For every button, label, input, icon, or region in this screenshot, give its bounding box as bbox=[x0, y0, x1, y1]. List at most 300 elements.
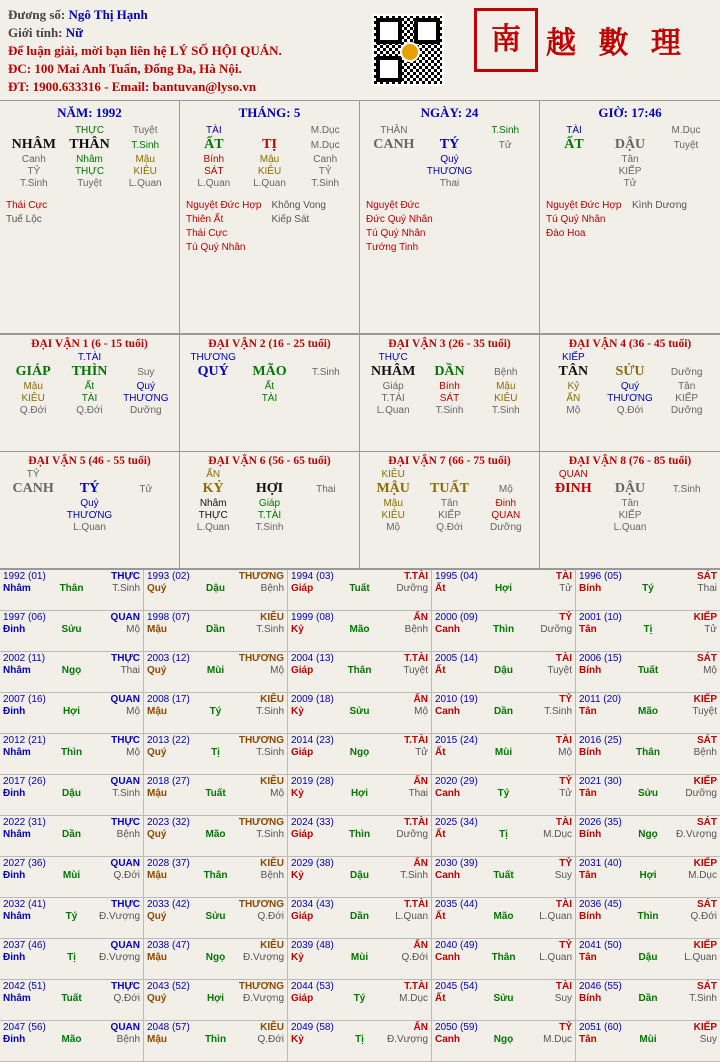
dai-van-title: ĐẠI VẬN 3 (26 - 35 tuổi) bbox=[388, 338, 511, 350]
year-stage: Tử bbox=[704, 624, 717, 635]
note: Không Vong bbox=[271, 200, 326, 211]
pillar-month-title: THÁNG: 5 bbox=[238, 105, 301, 120]
luu-nien-cell[interactable] bbox=[0, 980, 144, 1020]
year-ten-god: KIÊU bbox=[260, 940, 284, 951]
year-stage: Q.Đới bbox=[113, 993, 141, 1004]
note: Nguyệt Đức Hợp bbox=[186, 200, 262, 211]
luu-nien-cell[interactable] bbox=[576, 611, 720, 651]
year-label: 2022 (31) bbox=[3, 817, 46, 828]
luu-nien-cell[interactable] bbox=[144, 570, 288, 610]
qr-corner-tr bbox=[414, 18, 440, 44]
cell: THỰC bbox=[74, 125, 105, 136]
cell: THÂN bbox=[69, 137, 110, 152]
year-stage: Suy bbox=[554, 993, 573, 1004]
year-stem: Nhâm bbox=[3, 911, 31, 922]
year-ten-god: T.TÀI bbox=[404, 653, 428, 664]
year-ten-god: TÀI bbox=[555, 899, 572, 910]
year-ten-god: THỰC bbox=[111, 817, 140, 828]
luu-nien-cell[interactable] bbox=[144, 857, 288, 897]
year-stem: Đinh bbox=[3, 788, 26, 799]
cell: Quý bbox=[136, 381, 155, 392]
year-ten-god: TỶ bbox=[559, 612, 572, 623]
luu-nien-cell[interactable] bbox=[288, 652, 432, 692]
luu-nien-cell[interactable] bbox=[576, 939, 720, 979]
year-ten-god: KIẾP bbox=[693, 858, 717, 869]
year-stem: Tân bbox=[579, 624, 597, 635]
note: Kình Dương bbox=[632, 200, 687, 211]
year-ten-god: THỰC bbox=[111, 571, 140, 582]
year-stage: Thai bbox=[408, 788, 429, 799]
year-branch: Tý bbox=[353, 993, 366, 1004]
cell: THÌN bbox=[71, 364, 108, 379]
year-stage: Dưỡng bbox=[685, 788, 717, 799]
luu-nien-cell[interactable] bbox=[288, 570, 432, 610]
year-label: 2020 (29) bbox=[435, 776, 478, 787]
cell: Mậu bbox=[23, 381, 43, 392]
note: Nguyệt Đức Hợp bbox=[546, 200, 622, 211]
year-stem: Ất bbox=[435, 583, 446, 594]
luu-nien-cell[interactable] bbox=[144, 693, 288, 733]
year-stem: Mậu bbox=[147, 788, 167, 799]
luu-nien-cell[interactable] bbox=[288, 693, 432, 733]
year-stage: Q.Đới bbox=[257, 1034, 285, 1045]
year-stem: Nhâm bbox=[3, 993, 31, 1004]
luu-nien-cell[interactable] bbox=[432, 1021, 576, 1061]
year-ten-god: SÁT bbox=[697, 653, 717, 664]
luu-nien-cell[interactable] bbox=[144, 611, 288, 651]
dai-van-4 bbox=[540, 334, 720, 451]
table-row bbox=[0, 611, 720, 652]
year-label: 2035 (44) bbox=[435, 899, 478, 910]
luu-nien-cell[interactable] bbox=[288, 898, 432, 938]
year-stem: Mậu bbox=[147, 952, 167, 963]
year-stage: Bệnh bbox=[260, 583, 285, 594]
year-branch: Thìn bbox=[637, 911, 659, 922]
cell: M.Dục bbox=[310, 125, 340, 136]
year-ten-god: THỰC bbox=[111, 653, 140, 664]
luu-nien-cell[interactable] bbox=[144, 775, 288, 815]
year-stem: Tân bbox=[579, 1034, 597, 1045]
year-stage: Mộ bbox=[126, 706, 141, 717]
contact-line-2: ĐC: 100 Mai Anh Tuấn, Đống Đa, Hà Nội. bbox=[8, 61, 242, 76]
year-label: 1999 (08) bbox=[291, 612, 334, 623]
year-stem: Quý bbox=[147, 829, 167, 840]
year-ten-god: KIẾP bbox=[693, 694, 717, 705]
year-label: 2012 (21) bbox=[3, 735, 46, 746]
cell: Tân bbox=[621, 154, 639, 165]
year-stage: Mộ bbox=[270, 665, 285, 676]
dai-van-title: ĐẠI VẬN 2 (16 - 25 tuổi) bbox=[208, 338, 331, 350]
year-stem: Tân bbox=[579, 706, 597, 717]
year-stage: Bệnh bbox=[260, 870, 285, 881]
luu-nien-cell[interactable] bbox=[432, 816, 576, 856]
luu-nien-cell[interactable] bbox=[288, 775, 432, 815]
year-branch: Mùi bbox=[62, 870, 81, 881]
qr-code-icon[interactable] bbox=[372, 14, 444, 86]
year-branch: Dậu bbox=[494, 665, 513, 676]
year-stem: Bính bbox=[579, 583, 602, 594]
year-label: 2026 (35) bbox=[579, 817, 622, 828]
year-label: 2046 (55) bbox=[579, 981, 622, 992]
year-stem: Kỷ bbox=[291, 624, 304, 635]
year-label: 2031 (40) bbox=[579, 858, 622, 869]
luu-nien-cell[interactable] bbox=[0, 734, 144, 774]
year-label: 1992 (01) bbox=[3, 571, 46, 582]
year-label: 2039 (48) bbox=[291, 940, 334, 951]
brand-logo bbox=[474, 8, 687, 72]
year-label: 2019 (28) bbox=[291, 776, 334, 787]
pillar-year-title: NĂM: 1992 bbox=[57, 105, 122, 120]
year-branch: Thìn bbox=[348, 829, 371, 840]
year-ten-god: TỶ bbox=[559, 858, 572, 869]
cell: QUAN bbox=[558, 469, 588, 480]
luu-nien-cell[interactable] bbox=[576, 734, 720, 774]
year-branch: Thân bbox=[491, 952, 516, 963]
year-stem: Quý bbox=[147, 993, 167, 1004]
luu-nien-cell[interactable] bbox=[0, 857, 144, 897]
year-branch: Dần bbox=[494, 706, 513, 717]
year-label: 2017 (26) bbox=[3, 776, 46, 787]
luu-nien-cell[interactable] bbox=[0, 1021, 144, 1061]
year-stage: Thai bbox=[120, 665, 141, 676]
cell: TUẤT bbox=[430, 481, 469, 496]
year-branch: Mùi bbox=[639, 1034, 657, 1045]
year-branch: Tị bbox=[355, 1034, 364, 1045]
cell: KIÊU bbox=[257, 166, 282, 177]
year-stem: Ất bbox=[435, 665, 446, 676]
year-stage: Mộ bbox=[703, 665, 717, 676]
year-stem: Tân bbox=[579, 788, 597, 799]
year-branch: Tị bbox=[67, 952, 76, 963]
cell: KIÊU bbox=[133, 166, 157, 177]
year-branch: Mão bbox=[205, 829, 226, 840]
cell: THƯƠNG bbox=[607, 393, 653, 404]
year-stage: M.Dục bbox=[543, 1034, 573, 1045]
year-ten-god: THỰC bbox=[111, 899, 140, 910]
year-stage: Tuyệt bbox=[403, 665, 429, 676]
year-ten-god: QUAN bbox=[110, 612, 140, 623]
luu-nien-cell[interactable] bbox=[0, 898, 144, 938]
year-stem: Nhâm bbox=[3, 747, 31, 758]
note: Kiếp Sát bbox=[271, 214, 310, 225]
cell: T.Sinh bbox=[435, 405, 464, 416]
cell: Nhâm bbox=[76, 154, 103, 165]
cell: THƯƠNG bbox=[426, 166, 473, 177]
year-stage: L.Quan bbox=[539, 952, 573, 963]
year-branch: Dậu bbox=[62, 788, 81, 799]
luu-nien-cell[interactable] bbox=[432, 734, 576, 774]
year-stage: Mộ bbox=[558, 747, 573, 758]
cell: L.Quan bbox=[197, 178, 231, 189]
year-stage: L.Quan bbox=[539, 911, 573, 922]
year-ten-god: QUAN bbox=[110, 940, 140, 951]
year-stage: Đ.Vượng bbox=[242, 952, 285, 963]
year-label: 2032 (41) bbox=[3, 899, 46, 910]
cell: TÝ bbox=[79, 481, 100, 496]
year-stage: Q.Đới bbox=[401, 952, 429, 963]
luu-nien-cell[interactable] bbox=[288, 857, 432, 897]
year-ten-god: TÀI bbox=[555, 571, 572, 582]
year-branch: Mùi bbox=[350, 952, 369, 963]
luu-nien-cell[interactable] bbox=[432, 857, 576, 897]
cell: Suy bbox=[137, 367, 155, 378]
year-branch: Tý bbox=[209, 706, 222, 717]
year-label: 2007 (16) bbox=[3, 694, 46, 705]
year-stem: Mậu bbox=[147, 870, 167, 881]
luu-nien-cell[interactable] bbox=[144, 898, 288, 938]
year-label: 2029 (38) bbox=[291, 858, 334, 869]
year-stem: Ất bbox=[435, 829, 446, 840]
year-branch: Hợi bbox=[62, 706, 81, 717]
luu-nien-cell[interactable] bbox=[288, 939, 432, 979]
year-ten-god: QUAN bbox=[110, 776, 140, 787]
cell: T.TÀI bbox=[381, 393, 405, 404]
cell: Quý bbox=[620, 381, 640, 392]
luu-nien-cell[interactable] bbox=[288, 611, 432, 651]
year-stage: Đ.Vượng bbox=[386, 1034, 429, 1045]
year-label: 2049 (58) bbox=[291, 1022, 334, 1033]
luu-nien-cell[interactable] bbox=[0, 570, 144, 610]
luu-nien-cell[interactable] bbox=[432, 980, 576, 1020]
cell: KIÊU bbox=[381, 510, 405, 521]
cell: MẬU bbox=[376, 481, 410, 496]
cell: DẬU bbox=[614, 137, 646, 152]
year-ten-god: T.TÀI bbox=[404, 817, 428, 828]
luu-nien-table bbox=[0, 569, 720, 1062]
dai-van-title: ĐẠI VẬN 7 (66 - 75 tuổi) bbox=[388, 455, 511, 467]
pillar-hour-title: GIỜ: 17:46 bbox=[598, 105, 662, 120]
year-stem: Giáp bbox=[291, 911, 314, 922]
year-branch: Dần bbox=[62, 829, 81, 840]
year-label: 2010 (19) bbox=[435, 694, 478, 705]
cell: KIÊU bbox=[494, 393, 518, 404]
luu-nien-cell[interactable] bbox=[576, 816, 720, 856]
year-branch: Mão bbox=[638, 706, 658, 717]
year-stem: Ất bbox=[435, 993, 446, 1004]
luu-nien-cell[interactable] bbox=[576, 652, 720, 692]
luu-nien-cell[interactable] bbox=[0, 652, 144, 692]
year-stem: Giáp bbox=[291, 583, 314, 594]
year-label: 1998 (07) bbox=[147, 612, 190, 623]
cell: NHÂM bbox=[371, 364, 416, 379]
cell: THƯƠNG bbox=[123, 393, 169, 404]
cell: TÀI bbox=[206, 125, 222, 136]
year-stem: Nhâm bbox=[3, 583, 31, 594]
note: Tú Quý Nhân bbox=[186, 242, 246, 253]
luu-nien-cell[interactable] bbox=[576, 898, 720, 938]
pillar-year-notes bbox=[6, 199, 173, 227]
luu-nien-cell[interactable] bbox=[0, 939, 144, 979]
year-label: 2027 (36) bbox=[3, 858, 46, 869]
luu-nien-cell[interactable] bbox=[576, 980, 720, 1020]
luu-nien-cell[interactable] bbox=[432, 611, 576, 651]
year-branch: Hợi bbox=[206, 993, 225, 1004]
year-label: 2047 (56) bbox=[3, 1022, 46, 1033]
cell: ẤN bbox=[206, 469, 221, 480]
year-branch: Mùi bbox=[206, 665, 225, 676]
year-stage: Dưỡng bbox=[396, 583, 429, 594]
year-stem: Tân bbox=[579, 870, 597, 881]
year-stage: Mộ bbox=[126, 624, 141, 635]
note: Thái Cực bbox=[6, 200, 48, 211]
luu-nien-cell[interactable] bbox=[144, 816, 288, 856]
luu-nien-cell[interactable] bbox=[432, 898, 576, 938]
year-ten-god: T.TÀI bbox=[404, 981, 428, 992]
year-stem: Canh bbox=[435, 870, 460, 881]
year-stage: Suy bbox=[554, 870, 573, 881]
year-stem: Kỷ bbox=[291, 788, 304, 799]
pillar-day-notes bbox=[366, 199, 533, 255]
cell: ẤN bbox=[566, 393, 581, 404]
table-row bbox=[0, 775, 720, 816]
luu-nien-cell[interactable] bbox=[0, 775, 144, 815]
luu-nien-cell[interactable] bbox=[432, 570, 576, 610]
year-stem: Mậu bbox=[147, 1034, 167, 1045]
year-stage: T.Sinh bbox=[256, 624, 285, 635]
year-ten-god: SÁT bbox=[697, 899, 717, 910]
table-row bbox=[0, 734, 720, 775]
cell: KIẾP bbox=[675, 393, 699, 404]
cell: T.Sinh bbox=[311, 367, 340, 378]
cell: KIÊU bbox=[21, 393, 45, 404]
year-stage: Q.Đới bbox=[113, 870, 141, 881]
luu-nien-cell[interactable] bbox=[576, 1021, 720, 1061]
cell: KIÊU bbox=[381, 469, 405, 480]
luu-nien-cell[interactable] bbox=[576, 775, 720, 815]
year-stem: Canh bbox=[435, 952, 460, 963]
year-stem: Quý bbox=[147, 911, 167, 922]
cell: Quý bbox=[80, 498, 99, 509]
year-branch: Thân bbox=[636, 747, 660, 758]
year-branch: Mùi bbox=[494, 747, 513, 758]
year-stage: T.Sinh bbox=[256, 706, 285, 717]
year-stem: Tân bbox=[579, 952, 597, 963]
cell: TÀI bbox=[261, 393, 278, 404]
luu-nien-cell[interactable] bbox=[0, 693, 144, 733]
luu-nien-cell[interactable] bbox=[288, 1021, 432, 1061]
qr-corner-tl bbox=[376, 18, 402, 44]
cell: Kỷ bbox=[567, 381, 580, 392]
year-label: 2005 (14) bbox=[435, 653, 478, 664]
cell: THỰC bbox=[74, 166, 105, 177]
table-row bbox=[0, 1021, 720, 1062]
year-branch: Hợi bbox=[494, 583, 513, 594]
luu-nien-cell[interactable] bbox=[144, 734, 288, 774]
year-stage: Q.Đới bbox=[690, 911, 717, 922]
year-stem: Kỷ bbox=[291, 706, 304, 717]
year-stem: Đinh bbox=[3, 870, 26, 881]
cell: Mậu bbox=[135, 154, 155, 165]
luu-nien-cell[interactable] bbox=[0, 816, 144, 856]
cell: THƯƠNG bbox=[190, 352, 236, 363]
year-branch: Tị bbox=[499, 829, 508, 840]
cell: ĐINH bbox=[555, 481, 592, 496]
year-label: 2008 (17) bbox=[147, 694, 190, 705]
cell: NHÂM bbox=[11, 137, 56, 152]
luu-nien-cell[interactable] bbox=[432, 693, 576, 733]
cell: M.Dục bbox=[671, 125, 701, 136]
cell: Tử bbox=[623, 178, 637, 189]
year-ten-god: QUAN bbox=[110, 858, 140, 869]
year-stage: T.Sinh bbox=[256, 747, 285, 758]
year-ten-god: T.TÀI bbox=[404, 899, 428, 910]
cell: Dưỡng bbox=[490, 522, 522, 533]
pillar-hour-notes bbox=[546, 199, 714, 241]
cell: Bệnh bbox=[494, 367, 518, 378]
year-stem: Mậu bbox=[147, 706, 167, 717]
cell: Quý bbox=[440, 154, 459, 165]
dai-van-title: ĐẠI VẬN 5 (46 - 55 tuổi) bbox=[28, 455, 151, 467]
table-row bbox=[0, 816, 720, 857]
cell: GIÁP bbox=[15, 364, 51, 379]
year-label: 2023 (32) bbox=[147, 817, 190, 828]
year-stage: T.Sinh bbox=[689, 993, 717, 1004]
year-branch: Tuất bbox=[637, 665, 659, 676]
year-label: 1994 (03) bbox=[291, 571, 334, 582]
cell: Tuyệt bbox=[77, 178, 102, 189]
year-stage: T.Sinh bbox=[112, 583, 141, 594]
luu-nien-cell[interactable] bbox=[576, 570, 720, 610]
cell: Nhâm bbox=[199, 498, 227, 509]
luu-nien-cell[interactable] bbox=[432, 939, 576, 979]
year-ten-god: THƯƠNG bbox=[238, 899, 284, 910]
year-branch: Tuất bbox=[493, 870, 514, 881]
year-label: 2045 (54) bbox=[435, 981, 478, 992]
table-row bbox=[0, 857, 720, 898]
year-branch: Dần bbox=[206, 624, 225, 635]
luu-nien-cell[interactable] bbox=[288, 980, 432, 1020]
year-label: 2013 (22) bbox=[147, 735, 190, 746]
cell: KIẾP bbox=[618, 166, 642, 177]
cell: ẤT bbox=[564, 137, 584, 152]
note: Nguyệt Đức bbox=[366, 200, 420, 211]
cell: TÝ bbox=[439, 137, 460, 152]
year-branch: Thân bbox=[347, 665, 372, 676]
luu-nien-cell[interactable] bbox=[0, 611, 144, 651]
luu-nien-cell[interactable] bbox=[288, 734, 432, 774]
year-branch: Tị bbox=[211, 747, 220, 758]
luu-nien-cell[interactable] bbox=[576, 693, 720, 733]
luu-nien-cell[interactable] bbox=[144, 652, 288, 692]
pillar-day-title: NGÀY: 24 bbox=[420, 105, 479, 120]
year-label: 2018 (27) bbox=[147, 776, 190, 787]
cell: Mộ bbox=[566, 405, 581, 416]
cell: Thai bbox=[316, 484, 336, 495]
year-ten-god: TÀI bbox=[555, 653, 572, 664]
year-stage: Tử bbox=[415, 747, 429, 758]
year-branch: Thìn bbox=[60, 747, 83, 758]
luu-nien-cell[interactable] bbox=[144, 1021, 288, 1061]
year-label: 1996 (05) bbox=[579, 571, 622, 582]
luu-nien-cell[interactable] bbox=[432, 652, 576, 692]
cell: KIẾP bbox=[561, 352, 585, 363]
cell: L.Quan bbox=[613, 522, 647, 533]
year-ten-god: SÁT bbox=[697, 735, 717, 746]
luu-nien-cell[interactable] bbox=[144, 980, 288, 1020]
year-stage: Đ.Vượng bbox=[242, 993, 285, 1004]
year-ten-god: QUAN bbox=[110, 1022, 140, 1033]
luu-nien-cell[interactable] bbox=[576, 857, 720, 897]
year-ten-god: KIÊU bbox=[260, 694, 284, 705]
cell: Tân bbox=[440, 498, 459, 509]
luu-nien-cell[interactable] bbox=[288, 816, 432, 856]
year-stem: Canh bbox=[435, 1034, 460, 1045]
luu-nien-cell[interactable] bbox=[144, 939, 288, 979]
year-ten-god: THỰC bbox=[111, 981, 140, 992]
cell: THÂN bbox=[380, 125, 408, 136]
luu-nien-cell[interactable] bbox=[432, 775, 576, 815]
year-branch: Sửu bbox=[493, 993, 514, 1004]
